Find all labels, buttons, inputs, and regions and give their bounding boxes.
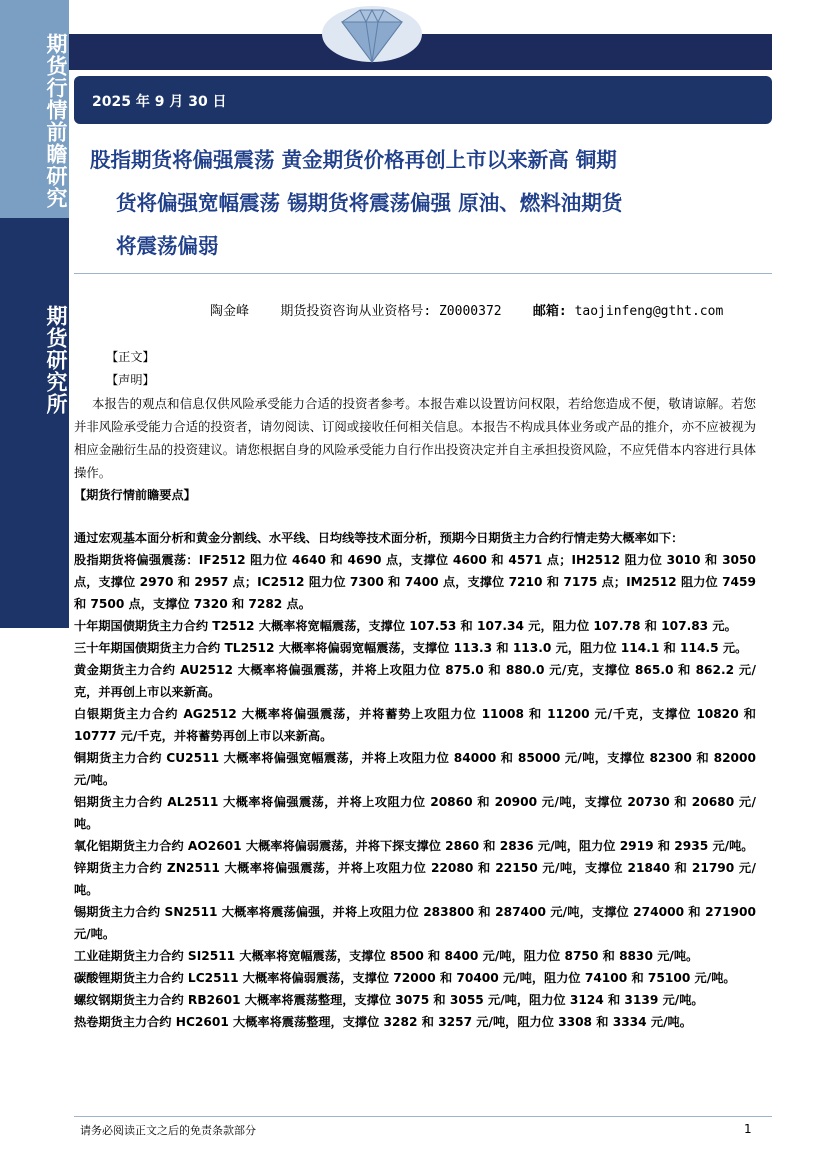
list-item: 白银期货主力合约 AG2512 大概率将偏强震荡，并将蓄势上攻阻力位 11008 和 11200 元/千克，支撑位 10820 和 10777 元/千克，并将蓄势再创上市以来新高。 (74, 707, 756, 743)
sidebar-label-institute: 期货研究所 (44, 305, 69, 415)
list-item: 工业硅期货主力合约 SI2511 大概率将宽幅震荡，支撑位 8500 和 8400 元/吨，阻力位 8750 和 8830 元/吨。 (74, 949, 699, 963)
page-number: 1 (744, 1122, 752, 1136)
list-item: 三十年期国债期货主力合约 TL2512 大概率将偏弱宽幅震荡，支撑位 113.3 和 113.0 元，阻力位 114.1 和 114.5 元。 (74, 641, 748, 655)
list-item: 股指期货将偏强震荡：IF2512 阻力位 4640 和 4690 点，支撑位 4600 和 4571 点；IH2512 阻力位 3010 和 3050 点，支撑位 2970 和 2957 点；IC2512 阻力位 7300 和 7400 点，支撑位 7210 和 7175 点；IM2512 阻力位 7459 和 7500 点，支撑位 7320 和 7282 点。 (74, 553, 756, 611)
diamond-logo-icon (320, 4, 424, 68)
list-item: 碳酸锂期货主力合约 LC2511 大概率将偏弱震荡，支撑位 72000 和 70400 元/吨，阻力位 74100 和 75100 元/吨。 (74, 971, 736, 985)
list-item: 螺纹钢期货主力合约 RB2601 大概率将震荡整理，支撑位 3075 和 3055 元/吨，阻力位 3124 和 3139 元/吨。 (74, 993, 704, 1007)
date-bar (74, 76, 772, 124)
divider-top (74, 273, 772, 274)
report-title-line-1: 股指期货将偏强震荡 黄金期货价格再创上市以来新高 铜期 (90, 148, 617, 172)
list-item: 热卷期货主力合约 HC2601 大概率将震荡整理，支撑位 3282 和 3257 元/吨，阻力位 3308 和 3334 元/吨。 (74, 1015, 692, 1029)
key-points-intro: 通过宏观基本面分析和黄金分割线、水平线、日均线等技术面分析，预期今日期货主力合约行情走势大概率如下： (74, 531, 684, 545)
report-body (74, 346, 756, 1033)
list-item: 锌期货主力合约 ZN2511 大概率将偏强震荡，并将上攻阻力位 22080 和 22150 元/吨，支撑位 21840 和 21790 元/吨。 (74, 861, 756, 897)
list-item: 铝期货主力合约 AL2511 大概率将偏强震荡，并将上攻阻力位 20860 和 20900 元/吨，支撑位 20730 和 20680 元/吨。 (74, 795, 756, 831)
disclaimer-paragraph: 本报告的观点和信息仅供风险承受能力合适的投资者参考。本报告难以设置访问权限，若给您造成不便，敬请谅解。若您并非风险承受能力合适的投资者，请勿阅读、订阅或接收任何相关信息。本报告不构成具体业务或产品的推介，亦不应被视为相应金融衍生品的投资建议。请您根据自身的风险承受能力自行作出投资决定并自主承担投资风险，不应凭借本内容进行具体操作。 (74, 396, 756, 480)
list-item: 黄金期货主力合约 AU2512 大概率将偏强震荡，并将上攻阻力位 875.0 和 880.0 元/克，支撑位 865.0 和 862.2 元/克，并再创上市以来新高。 (74, 663, 756, 699)
author-qualification: 期货投资咨询从业资格号: Z0000372 (280, 304, 502, 319)
author-email: taojinfeng@gtht.com (574, 304, 724, 319)
report-date: 2025 年 9 月 30 日 (92, 94, 227, 110)
section-zhengwen: 【正文】 (106, 350, 155, 364)
section-shengming: 【声明】 (106, 373, 155, 387)
author-name: 陶金峰 (210, 304, 250, 319)
list-item: 氧化铝期货主力合约 AO2601 大概率将偏弱震荡，并将下探支撑位 2860 和 2836 元/吨，阻力位 2919 和 2935 元/吨。 (74, 839, 754, 853)
list-item: 铜期货主力合约 CU2511 大概率将偏强宽幅震荡，并将上攻阻力位 84000 和 85000 元/吨，支撑位 82300 和 82000 元/吨。 (74, 751, 756, 787)
list-item: 锡期货主力合约 SN2511 大概率将震荡偏强，并将上攻阻力位 283800 和 287400 元/吨，支撑位 274000 和 271900 元/吨。 (74, 905, 756, 941)
sidebar-bottom-panel (0, 218, 69, 628)
report-title (90, 139, 760, 268)
author-line (210, 300, 723, 319)
list-item: 十年期国债期货主力合约 T2512 大概率将宽幅震荡，支撑位 107.53 和 107.34 元，阻力位 107.78 和 107.83 元。 (74, 619, 737, 633)
section-key-points-heading: 【期货行情前瞻要点】 (74, 488, 196, 502)
report-title-line-2: 货将偏强宽幅震荡 锡期货将震荡偏强 原油、燃料油期货 (116, 191, 623, 215)
footer-note: 请务必阅读正文之后的免责条款部分 (80, 1124, 256, 1137)
author-email-label: 邮箱: (532, 304, 567, 319)
sidebar-label-report-type: 期货行情前瞻研究 (44, 32, 69, 209)
report-title-line-3: 将震荡偏弱 (116, 234, 219, 258)
divider-bottom (74, 1116, 772, 1117)
